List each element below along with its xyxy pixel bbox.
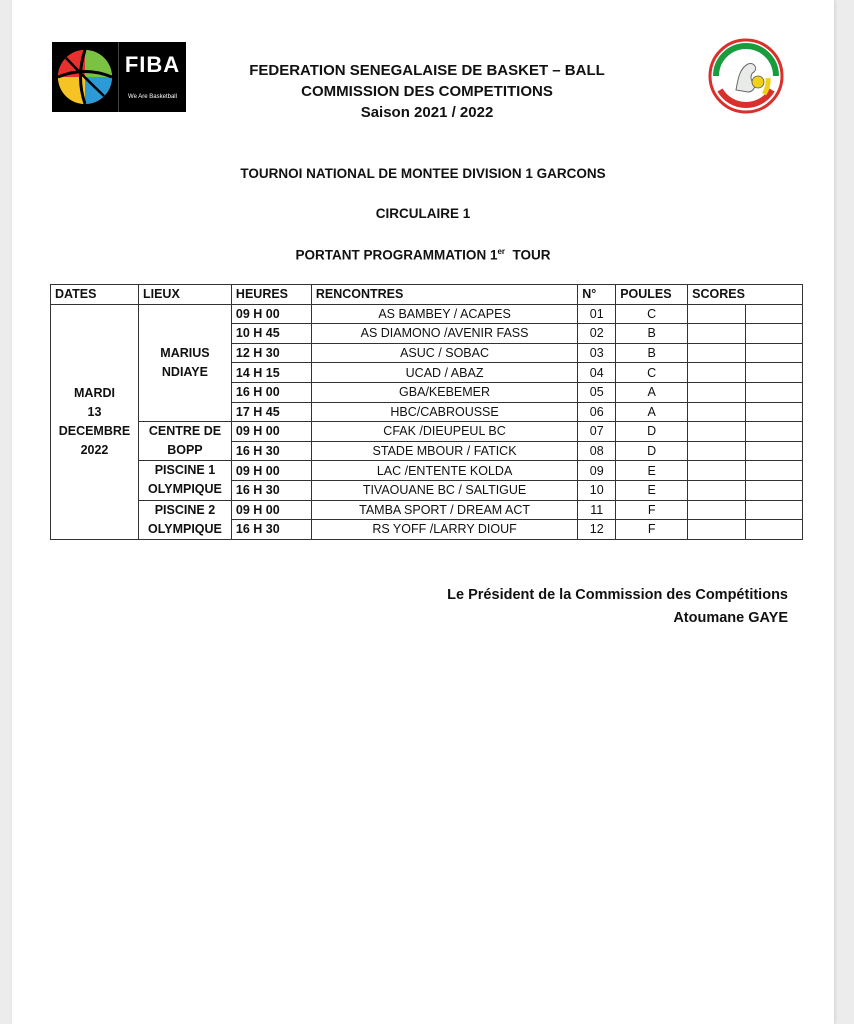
fiba-tagline: We Are Basketball [128, 94, 177, 100]
season-label: Saison 2021 / 2022 [360, 104, 494, 121]
header-dates: DATES [51, 285, 139, 305]
pool-cell: F [616, 520, 688, 540]
programme-title [12, 247, 834, 263]
tournament-title: TOURNOI NATIONAL DE MONTEE DIVISION 1 GARCONS [240, 166, 606, 181]
score-cell [688, 422, 746, 442]
score-cell [688, 343, 746, 363]
score-cell [746, 422, 803, 442]
venue-line: CENTRE DE [148, 424, 222, 439]
signature-name: Atoumane GAYE [673, 610, 788, 626]
pool-cell: B [616, 343, 688, 363]
pool-cell: C [616, 363, 688, 383]
date-cell [51, 304, 139, 539]
time-cell: 16 H 30 [231, 520, 311, 540]
pool-cell: A [616, 402, 688, 422]
number-cell: 05 [578, 382, 616, 402]
number-cell: 02 [578, 324, 616, 344]
venue-line: OLYMPIQUE [148, 521, 222, 536]
time-cell: 09 H 00 [231, 500, 311, 520]
fiba-wordmark: FIBA [124, 52, 181, 77]
time-cell: 10 H 45 [231, 324, 311, 344]
score-cell [688, 500, 746, 520]
table-row [51, 500, 803, 520]
time-cell: 09 H 00 [231, 422, 311, 442]
match-cell: ASUC / SOBAC [311, 343, 577, 363]
pool-cell: E [616, 461, 688, 481]
schedule-table [50, 284, 803, 540]
time-cell: 09 H 00 [231, 461, 311, 481]
match-cell: LAC /ENTENTE KOLDA [311, 461, 577, 481]
score-cell [688, 324, 746, 344]
venue-cell [138, 461, 231, 500]
federation-emblem-icon [708, 38, 784, 114]
score-cell [688, 382, 746, 402]
match-cell: HBC/CABROUSSE [311, 402, 577, 422]
score-cell [746, 500, 803, 520]
pool-cell: D [616, 441, 688, 461]
time-cell: 14 H 15 [231, 363, 311, 383]
number-cell: 08 [578, 441, 616, 461]
time-cell: 16 H 00 [231, 382, 311, 402]
score-cell [746, 441, 803, 461]
match-cell: RS YOFF /LARRY DIOUF [311, 520, 577, 540]
number-cell: 07 [578, 422, 616, 442]
venue-line: PISCINE 1 [154, 463, 216, 478]
pool-cell: E [616, 480, 688, 500]
match-cell: UCAD / ABAZ [311, 363, 577, 383]
score-cell [746, 402, 803, 422]
table-row [51, 422, 803, 442]
score-cell [746, 520, 803, 540]
time-cell: 12 H 30 [231, 343, 311, 363]
number-cell: 11 [578, 500, 616, 520]
score-cell [746, 461, 803, 481]
venue-cell [138, 500, 231, 539]
date-year: 2022 [80, 442, 109, 457]
score-cell [688, 461, 746, 481]
match-cell: GBA/KEBEMER [311, 382, 577, 402]
match-cell: AS DIAMONO /AVENIR FASS [311, 324, 577, 344]
score-cell [688, 520, 746, 540]
header-rencontres: RENCONTRES [311, 285, 577, 305]
header-poules: POULES [616, 285, 688, 305]
table-row [51, 304, 803, 324]
table-row [51, 461, 803, 481]
venue-line: BOPP [167, 443, 203, 458]
venue-line: NDIAYE [161, 364, 208, 379]
score-cell [746, 480, 803, 500]
match-cell: AS BAMBEY / ACAPES [311, 304, 577, 324]
number-cell: 12 [578, 520, 616, 540]
date-month: DECEMBRE [58, 423, 131, 438]
date-day: MARDI [74, 385, 115, 400]
score-cell [688, 402, 746, 422]
signature-title: Le Président de la Commission des Compétitions [447, 587, 788, 603]
score-cell [746, 382, 803, 402]
score-cell [746, 304, 803, 324]
time-cell: 16 H 30 [231, 480, 311, 500]
match-cell: TIVAOUANE BC / SALTIGUE [311, 480, 577, 500]
date-number: 13 [87, 404, 102, 419]
number-cell: 01 [578, 304, 616, 324]
federation-name: FEDERATION SENEGALAISE DE BASKET – BALL [249, 62, 605, 79]
venue-cell [138, 422, 231, 461]
document-page [12, 0, 834, 1024]
score-cell [746, 363, 803, 383]
programme-suffix: TOUR [512, 247, 551, 263]
number-cell: 03 [578, 343, 616, 363]
header-numero: N° [578, 285, 616, 305]
basketball-icon [52, 42, 118, 112]
score-cell [688, 363, 746, 383]
time-cell: 17 H 45 [231, 402, 311, 422]
programme-prefix: PORTANT PROGRAMMATION 1 [295, 247, 498, 263]
pool-cell: B [616, 324, 688, 344]
score-cell [688, 441, 746, 461]
circular-title: CIRCULAIRE 1 [375, 206, 471, 221]
number-cell: 04 [578, 363, 616, 383]
table-header-row [51, 285, 803, 305]
document-header [162, 60, 692, 123]
header-scores: SCORES [688, 285, 803, 305]
time-cell: 09 H 00 [231, 304, 311, 324]
score-cell [746, 324, 803, 344]
pool-cell: D [616, 422, 688, 442]
score-cell [688, 480, 746, 500]
venue-cell [138, 304, 231, 422]
number-cell: 09 [578, 461, 616, 481]
number-cell: 10 [578, 480, 616, 500]
number-cell: 06 [578, 402, 616, 422]
commission-name: COMMISSION DES COMPETITIONS [301, 83, 553, 100]
match-cell: STADE MBOUR / FATICK [311, 441, 577, 461]
programme-sup: er [497, 247, 506, 256]
header-heures: HEURES [231, 285, 311, 305]
match-cell: TAMBA SPORT / DREAM ACT [311, 500, 577, 520]
pool-cell: C [616, 304, 688, 324]
score-cell [688, 304, 746, 324]
venue-line: OLYMPIQUE [148, 482, 222, 497]
pool-cell: F [616, 500, 688, 520]
venue-line: PISCINE 2 [154, 502, 216, 517]
time-cell: 16 H 30 [231, 441, 311, 461]
pool-cell: A [616, 382, 688, 402]
match-cell: CFAK /DIEUPEUL BC [311, 422, 577, 442]
header-lieux: LIEUX [138, 285, 231, 305]
venue-line: MARIUS [160, 345, 210, 360]
score-cell [746, 343, 803, 363]
